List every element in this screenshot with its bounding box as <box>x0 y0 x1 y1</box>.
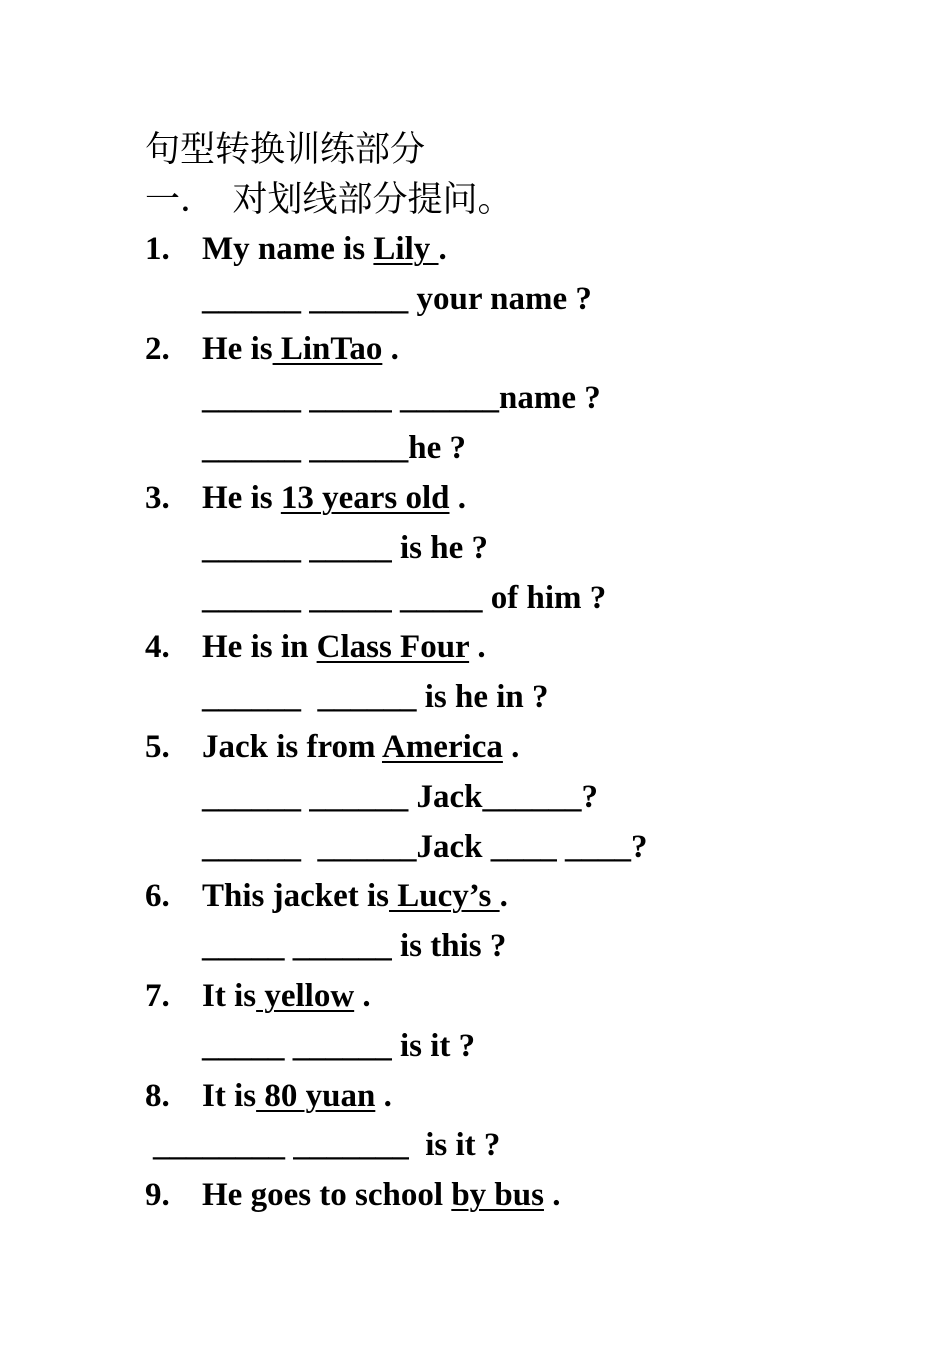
question-8 <box>145 1072 925 1122</box>
question-sentence: It is 80 yuan . <box>202 1077 392 1114</box>
question-number: 1. <box>145 231 170 267</box>
page-title: 句型转换训练部分 <box>145 130 426 169</box>
answer-line: ______ ______ is he in ? <box>202 679 549 716</box>
question-list <box>145 225 925 1221</box>
question-sentence: It is yellow . <box>202 977 371 1014</box>
answer-line: ______ _____ is he ? <box>202 529 489 566</box>
question-number: 8. <box>145 1077 170 1114</box>
underlined-part: America <box>381 728 503 765</box>
question-number: 2. <box>145 330 170 367</box>
question-number: 6. <box>145 878 170 915</box>
question-number: 9. <box>145 1177 170 1214</box>
answer-line: _____ ______ is it ? <box>202 1027 476 1064</box>
question-3 <box>145 474 925 524</box>
underlined-part: 13 years old <box>280 479 450 516</box>
underlined-part: Class Four <box>316 629 470 666</box>
question-number: 5. <box>145 728 170 765</box>
answer-line: ______ ______he ? <box>202 430 466 467</box>
answer-line: ________ _______ is it ? <box>153 1127 501 1164</box>
question-7 <box>145 972 925 1022</box>
answer-line: ______ _____ ______name ? <box>202 380 601 417</box>
question-sentence: Jack is from America . <box>202 728 520 765</box>
section-heading: 一． 对划线部分提问。 <box>145 180 513 219</box>
underlined-part: Lucy’s <box>389 878 500 915</box>
question-9 <box>145 1171 925 1221</box>
question-number: 3. <box>145 479 170 516</box>
answer-line: ______ _____ _____ of him ? <box>202 579 607 616</box>
question-sentence: This jacket is Lucy’s . <box>202 878 508 915</box>
question-sentence: He is 13 years old . <box>202 479 466 516</box>
underlined-part: LinTao <box>272 330 383 367</box>
question-number: 7. <box>145 977 170 1014</box>
underlined-part: yellow <box>256 977 355 1014</box>
question-6 <box>145 872 925 922</box>
answer-line: ______ ______ your name ? <box>202 280 592 317</box>
answer-line: ______ ______Jack ____ ____? <box>202 828 648 865</box>
answer-line: ______ ______ Jack______? <box>202 778 598 815</box>
question-sentence: He goes to school by bus . <box>202 1177 561 1214</box>
question-1 <box>145 225 925 275</box>
underlined-part: Lily <box>373 231 439 267</box>
question-4 <box>145 623 925 673</box>
question-sentence: He is in Class Four . <box>202 629 486 666</box>
underlined-part: by bus <box>451 1177 544 1214</box>
question-number: 4. <box>145 629 170 666</box>
question-2 <box>145 325 925 375</box>
question-sentence: He is LinTao . <box>202 330 399 367</box>
question-sentence: My name is Lily . <box>202 231 447 267</box>
answer-line: _____ ______ is this ? <box>202 928 507 965</box>
question-5 <box>145 723 925 773</box>
underlined-part: 80 yuan <box>256 1077 376 1114</box>
